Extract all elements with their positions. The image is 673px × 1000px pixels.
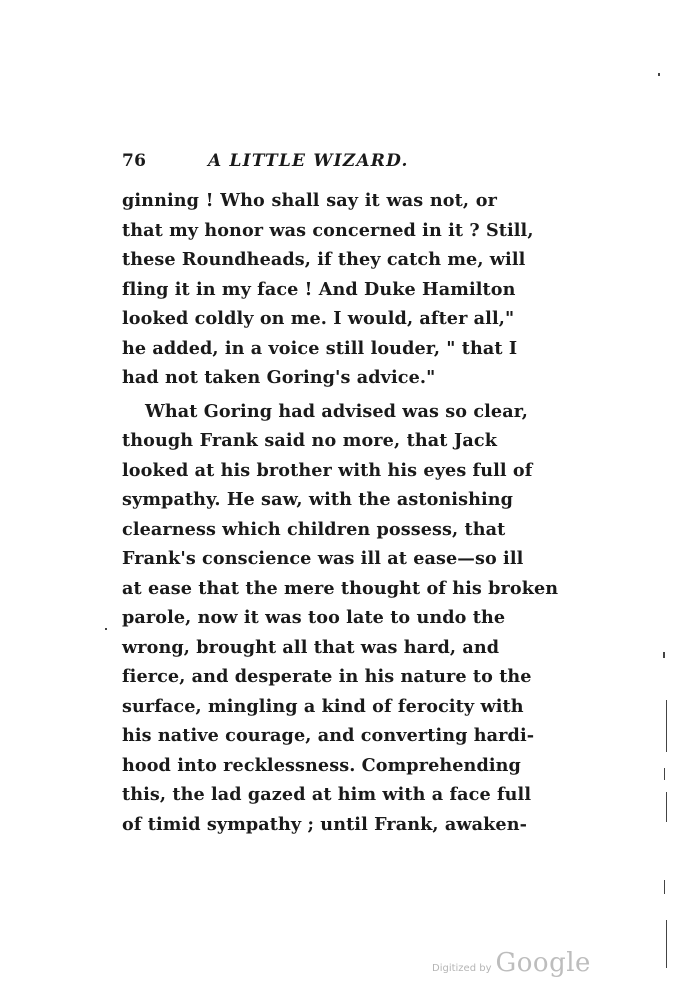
running-title: A LITTLE WIZARD. [208, 151, 409, 171]
text-line: What Goring had advised was so clear, [145, 400, 529, 422]
text-line: these Roundheads, if they catch me, will [122, 249, 526, 270]
text-line: looked coldly on me. I would, after all," [122, 308, 515, 329]
text-line: sympathy. He saw, with the astonishing [122, 489, 514, 510]
text-line: surface, mingling a kind of ferocity with [122, 695, 524, 717]
scan-line [666, 920, 667, 968]
text-line: looked at his brother with his eyes full of [122, 459, 533, 481]
body-text [122, 186, 559, 839]
scan-speck [664, 768, 665, 780]
scan-line [666, 792, 667, 822]
text-line: fling it in my face ! And Duke Hamilton [122, 278, 516, 300]
text-line: wrong, brought all that was hard, and [122, 636, 500, 658]
text-line: at ease that the mere thought of his broken [122, 577, 559, 599]
scan-speck [105, 628, 107, 630]
scan-speck [663, 652, 665, 658]
text-line: his native courage, and converting hardi- [122, 725, 535, 746]
text-line: had not taken Goring's advice." [122, 367, 436, 388]
text-line: of timid sympathy ; until Frank, awaken- [122, 813, 528, 835]
google-logo: Google [495, 948, 591, 978]
scan-speck [658, 73, 660, 76]
watermark-prefix: Digitized by [432, 963, 492, 974]
text-line: though Frank said no more, that Jack [122, 430, 497, 451]
text-line: ginning ! Who shall say it was not, or [122, 190, 497, 211]
text-line: that my honor was concerned in it ? Still, [122, 219, 534, 241]
page-number: 76 [122, 151, 147, 171]
text-line: Frank's conscience was ill at ease—so ill [122, 548, 524, 569]
text-line: clearness which children possess, that [122, 518, 506, 540]
text-line: hood into recklessness. Comprehending [122, 754, 521, 776]
text-line: fierce, and desperate in his nature to the [122, 666, 532, 687]
text-line: this, the lad gazed at him with a face full [122, 784, 532, 805]
text-line: he added, in a voice still louder, " that I [122, 337, 518, 359]
scan-speck [664, 880, 665, 894]
scan-line [666, 700, 667, 752]
digitized-watermark [432, 948, 591, 978]
running-header [122, 148, 494, 176]
text-line: parole, now it was too late to undo the [122, 607, 506, 628]
paragraph [122, 397, 559, 840]
paragraph [122, 186, 534, 393]
